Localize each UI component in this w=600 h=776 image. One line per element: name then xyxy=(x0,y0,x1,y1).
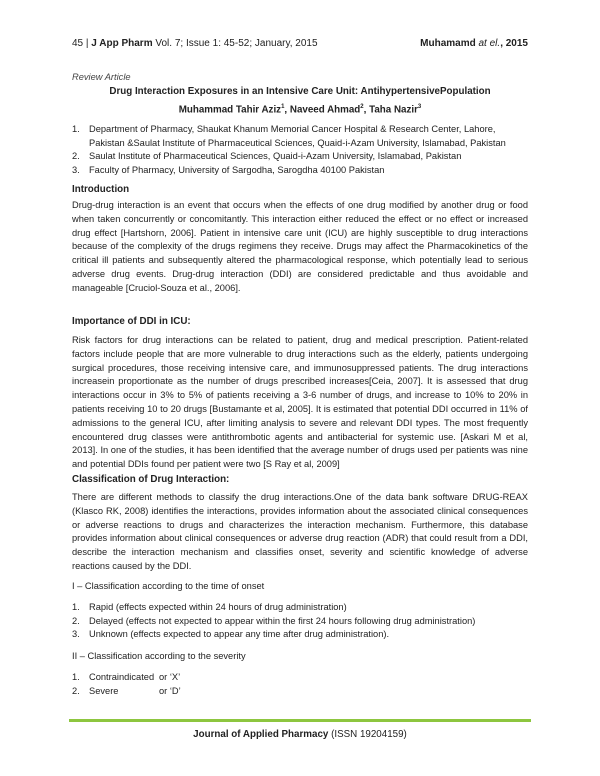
footer-rule xyxy=(69,719,531,722)
footer-issn: (ISSN 19204159) xyxy=(331,729,407,740)
affiliations xyxy=(72,123,528,177)
section-heading: Introduction xyxy=(72,184,130,195)
severity-list xyxy=(72,671,528,698)
author-sup: 1 xyxy=(281,104,285,110)
running-header xyxy=(72,38,528,49)
author-short: Muhamamd xyxy=(420,38,476,49)
journal-abbr: J App Pharm xyxy=(91,38,153,49)
severity-label: II – Classification according to the severity xyxy=(72,651,246,661)
affiliation: 2. Saulat Institute of Pharmaceutical Sciences, Quaid-i-Azam University, Islamabad, Pakistan xyxy=(72,151,462,162)
etal: at el. xyxy=(478,38,501,49)
onset-list xyxy=(72,601,528,642)
article-type: Review Article xyxy=(72,72,131,82)
section-text: Drug-drug interaction is an event that occurs when the effects of one drug modified by another drug or food when taken concurrently or concomitantly. This interaction either reduced the effect or no effect or increased drug effect [Hartshorn, 2006]. Patient in intensive care unit (ICU) are highly susceptible to drug interactions because of the complexity of the drugs regimens they receive. Drugs may affect the Pharmacokinetics of the critical ill patients and subsequently altered the pharmacological response, which potentially lead to serious adverse drug events. Drug-drug interaction (DDI) are considered predictable and thus avoidable and manageable [Cruciol-Souza et al., 2006]. xyxy=(72,200,528,293)
affiliation: 3. Faculty of Pharmacy, University of Sargodha, Sarogdha 40100 Pakistan xyxy=(72,164,385,175)
section-heading: Importance of DDI in ICU: xyxy=(72,316,191,327)
author: Muhammad Tahir Aziz xyxy=(178,104,282,116)
section-text: There are different methods to classify the drug interactions.One of the data bank software DRUG-REAX (Klasco RK, 2008) identifies the interactions, provides information about the associated clinical consequences or adverse reactions to drugs and characterizes the interaction mechanism. Furthermore, this database provides information about clinical consequences or adverse drug reaction (ADR) that could result from a DDI, describe the interaction mechanism and classifies onset, severity and scientific knowledge of adverse reactions caused by the DDI. xyxy=(72,492,528,571)
section-heading: Classification of Drug Interaction: xyxy=(72,474,230,485)
list-item: 1. Rapid (effects expected within 24 hours of drug administration) xyxy=(72,602,347,612)
list-item: 1. Contraindicated or ‘X’ xyxy=(72,672,181,682)
section-text: Risk factors for drug interactions can be related to patient, drug and medical prescription. Patient-related factors include people that are more vulnerable to drug interactions such as the elderly, patients undergoing surgical procedures, those receiving intensive care, and immunosuppressed patients. The drug interactions increasein proportionate as the number of drugs prescribed increases[Ceia, 2007]. It is assessed that drug interactions occur in 3% to 5% of patients receiving a 3-6 number of drugs, and increase to 10% to 20% in patients receiving 10 to 20 drugs [Bustamante et al, 2005]. It is estimated that potential DDI occurred in 11% of admissions to the general ICU, after limiting analysis to severe and relevant DDI types. The most frequently encountered drug classes were antithrombotic agents and antibacterial for systemic use. [Askari M et al, 2013]. In one of the studies, it has been identified that the average number of drugs used per patients was nine and potential DDIs found per patient were two [S Ray et al, 2009] xyxy=(72,335,528,470)
footer-journal: Journal of Applied Pharmacy xyxy=(193,729,329,740)
author-sup: 3 xyxy=(417,104,422,110)
list-item: 3. Unknown (effects expected to appear any time after drug administration). xyxy=(72,629,390,640)
author-sup: 2 xyxy=(360,104,364,110)
author: Taha Nazir xyxy=(369,104,418,116)
affiliation: 1. Department of Pharmacy, Shaukat Khanum Memorial Cancer Hospital & Research Center, Lahore, Pakistan &Saulat Institute of Pharmaceutical Sciences, Quaid-i-Azam University, Islamabad, Pakistan xyxy=(72,124,506,148)
article-title: Drug Interaction Exposures in an Intensive Care Unit: AntihypertensivePopulation xyxy=(109,86,491,97)
onset-label: I – Classification according to the time of onset xyxy=(72,581,265,591)
list-item: 2. Severe or ‘D’ xyxy=(72,685,181,696)
page-number: 45 xyxy=(72,38,84,49)
list-item: 2. Delayed (effects not expected to appear within the first 24 hours following drug administration) xyxy=(72,615,476,626)
footer xyxy=(72,729,528,740)
header-author xyxy=(420,38,528,49)
authors: Muhammad Tahir Aziz$^1$, Naveed Ahmad$^2$, Taha Nazir$^3$ xyxy=(178,104,422,116)
citation: Vol. 7; Issue 1: 45-52; January, 2015 xyxy=(155,38,318,49)
year: , 2015 xyxy=(500,38,528,49)
author: Naveed Ahmad xyxy=(289,104,361,116)
header-citation: 45 | J App Pharm Vol. 7; Issue 1: 45-52; January, 2015 xyxy=(72,38,318,49)
